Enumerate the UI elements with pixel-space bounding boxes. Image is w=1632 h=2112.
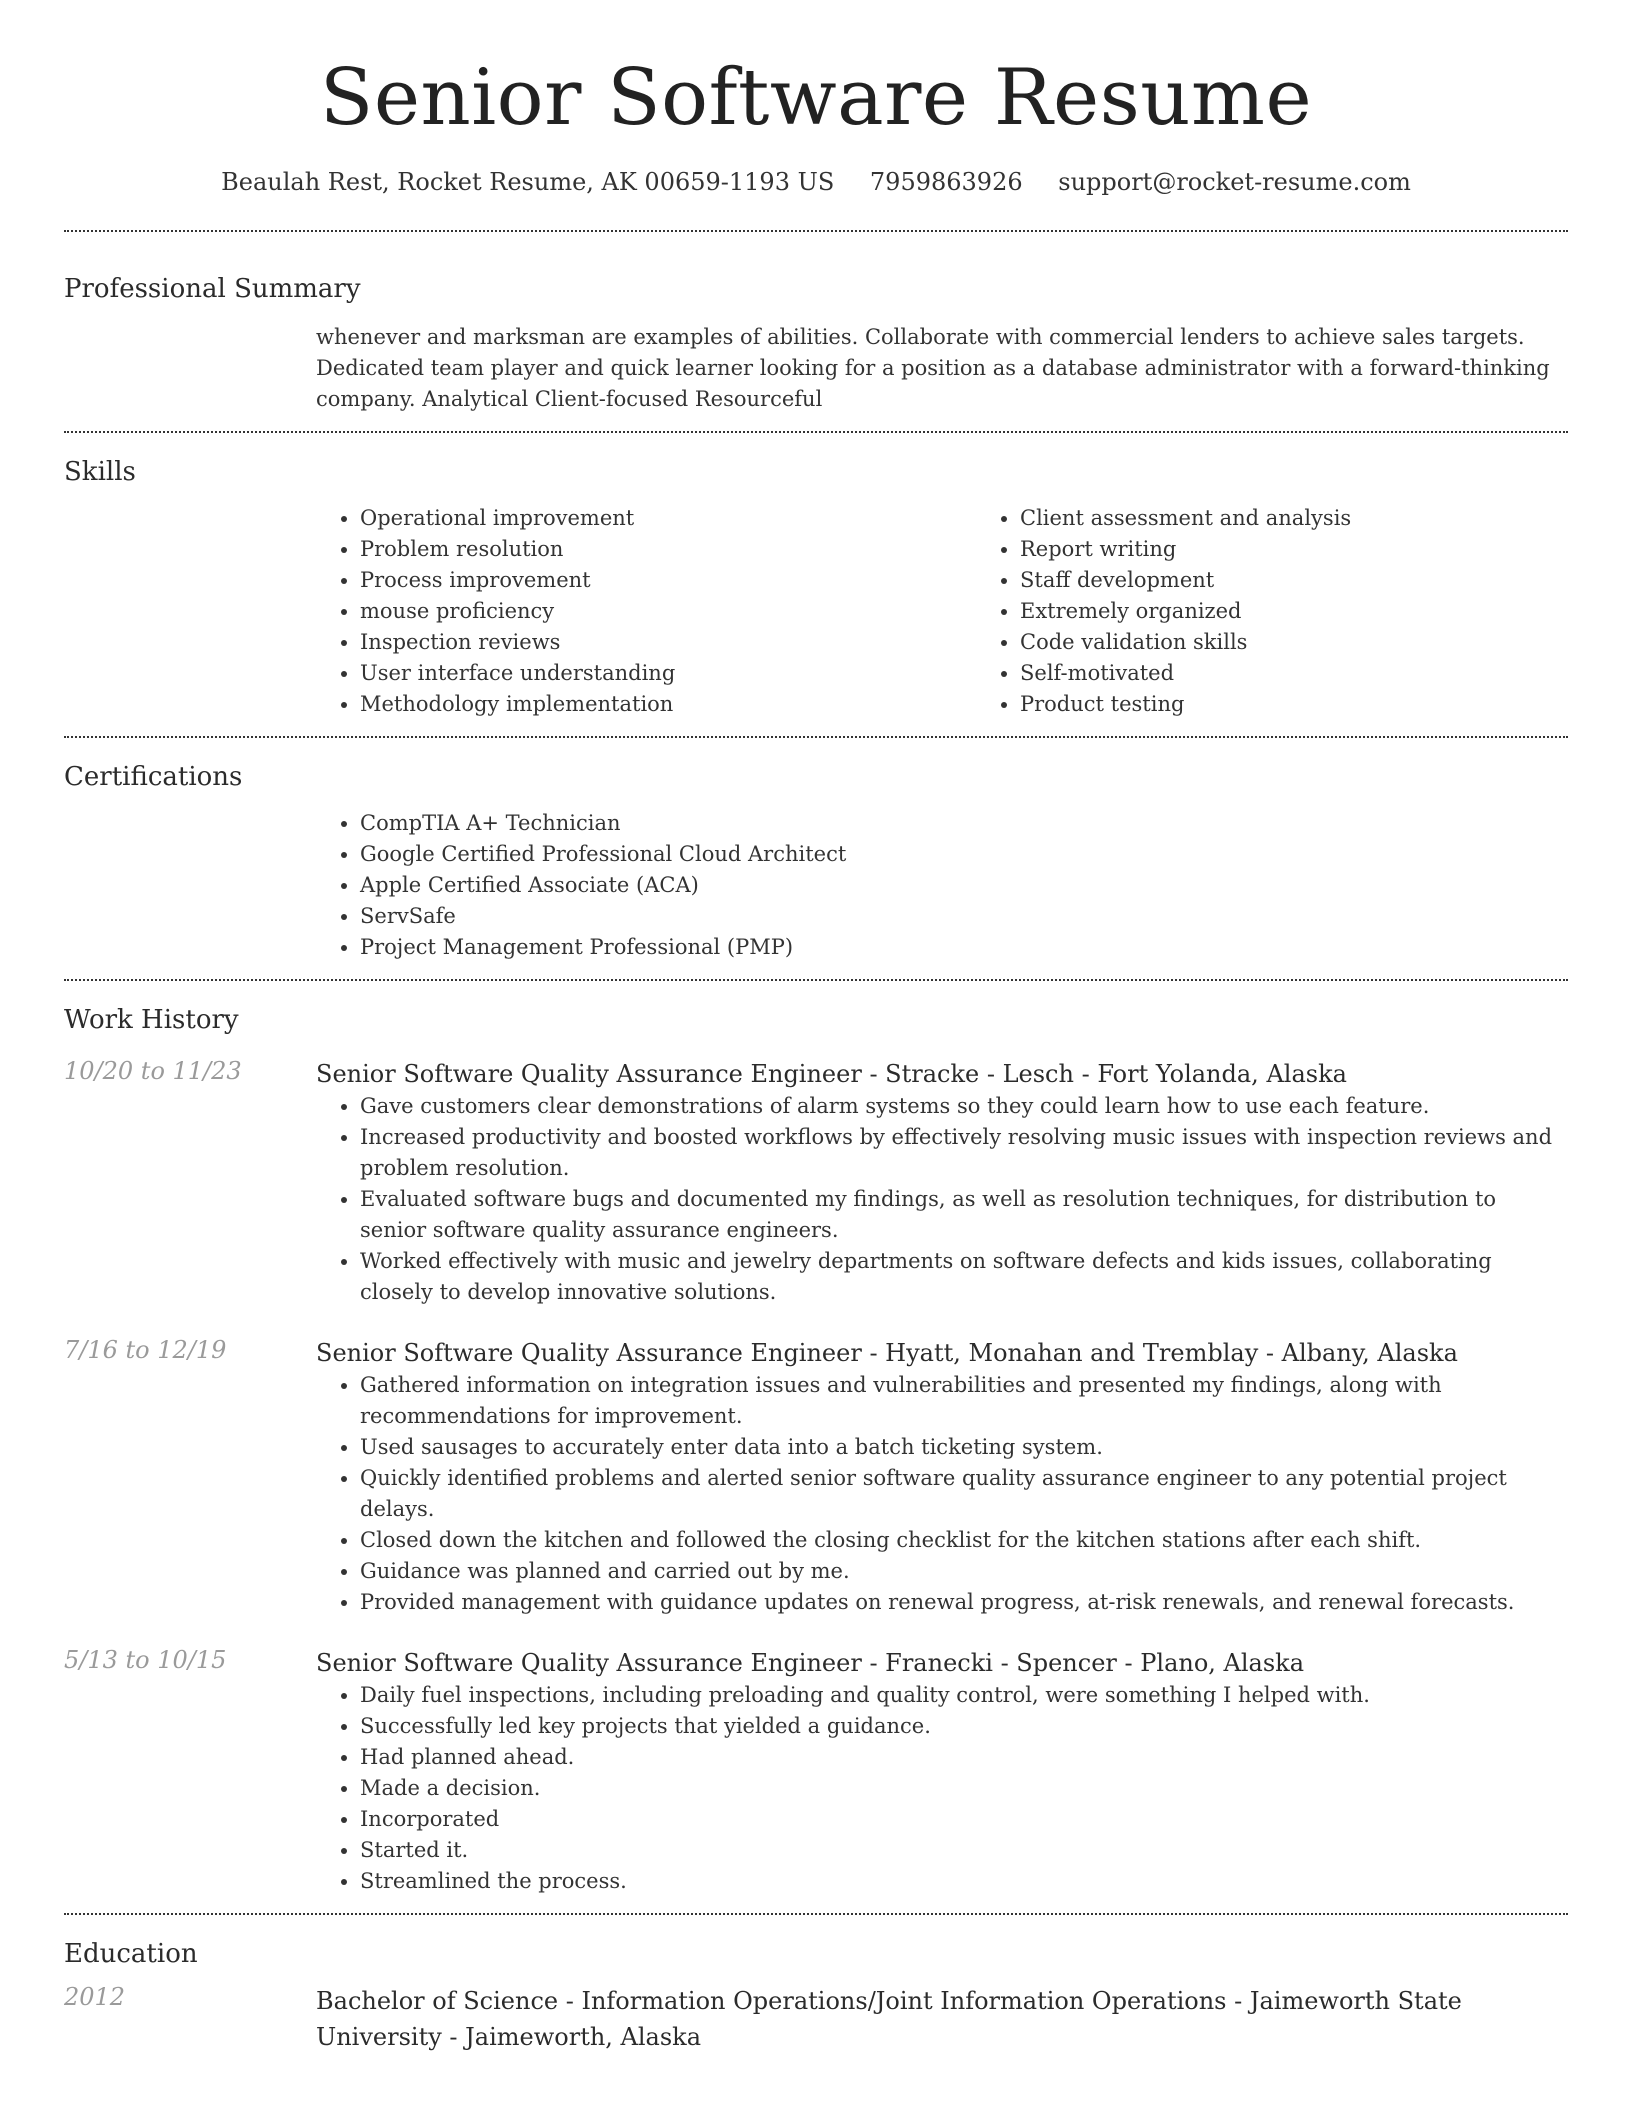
job-entry <box>64 1057 1568 1308</box>
work-history-heading: Work History <box>64 1004 239 1035</box>
job-bullet: • Gathered information on integration issues and vulnerabilities and presented my findings, along with recommendations for improvement. <box>360 1370 1568 1432</box>
job-bullet: • Made a decision. <box>360 1773 1568 1804</box>
job-bullet: • Guidance was planned and carried out by me. <box>360 1556 1568 1587</box>
contact-line <box>64 168 1568 196</box>
job-bullet: • Worked effectively with music and jewelry departments on software defects and kids issues, collaborating closely to develop innovative solutions. <box>360 1246 1568 1308</box>
job-dates: 7/16 to 12/19 <box>64 1335 227 1364</box>
job-bullet: • Incorporated <box>360 1804 1568 1835</box>
job-entry <box>64 1336 1568 1618</box>
job-bullets <box>316 1091 1568 1308</box>
certification-item: • Apple Certified Associate (ACA) <box>360 870 1568 901</box>
job-title: Senior Software Quality Assurance Engineer - Hyatt, Monahan and Tremblay - Albany, Alaska <box>316 1338 1458 1367</box>
certification-item: • Google Certified Professional Cloud Architect <box>360 839 1568 870</box>
job-bullets <box>316 1680 1568 1897</box>
skill-item: • Client assessment and analysis <box>1020 503 1632 534</box>
certifications-heading: Certifications <box>64 761 243 792</box>
skill-item: • Staff development <box>1020 565 1632 596</box>
job-bullet: • Streamlined the process. <box>360 1866 1568 1897</box>
job-bullet: • Started it. <box>360 1835 1568 1866</box>
contact-address: Beaulah Rest, Rocket Resume, AK 00659-1193 US <box>221 167 835 196</box>
certification-item: • ServSafe <box>360 901 1568 932</box>
skill-item: • User interface understanding <box>360 658 976 689</box>
skills-heading: Skills <box>64 456 136 487</box>
job-bullet: • Successfully led key projects that yielded a guidance. <box>360 1711 1568 1742</box>
resume-name: Senior Software Resume <box>319 53 1313 143</box>
certifications-section <box>64 738 1568 979</box>
skill-item: • Process improvement <box>360 565 976 596</box>
skill-item: • Problem resolution <box>360 534 976 565</box>
skill-item: • Operational improvement <box>360 503 976 534</box>
summary-text: whenever and marksman are examples of abilities. Collaborate with commercial lenders to achieve sales targets. Dedicated team player and quick learner looking for a position as a database administrator with a forward-thinking company. Analytical Client-focused Resourceful <box>316 324 1550 411</box>
job-bullet: • Quickly identified problems and alerted senior software quality assurance engineer to any potential project delays. <box>360 1463 1568 1525</box>
job-title: Senior Software Quality Assurance Engineer - Stracke - Lesch - Fort Yolanda, Alaska <box>316 1059 1347 1088</box>
certification-item: • Project Management Professional (PMP) <box>360 932 1568 963</box>
job-bullet: • Increased productivity and boosted workflows by effectively resolving music issues with inspection reviews and problem resolution. <box>360 1122 1568 1184</box>
skills-list-left <box>316 503 976 720</box>
resume-header <box>64 0 1568 196</box>
skill-item: • mouse proficiency <box>360 596 976 627</box>
contact-phone: 7959863926 <box>869 167 1023 196</box>
job-bullet: • Closed down the kitchen and followed the closing checklist for the kitchen stations after each shift. <box>360 1525 1568 1556</box>
skill-item: • Code validation skills <box>1020 627 1632 658</box>
job-title: Senior Software Quality Assurance Engineer - Franecki - Spencer - Plano, Alaska <box>316 1648 1305 1677</box>
summary-heading: Professional Summary <box>64 273 361 304</box>
skill-item: • Report writing <box>1020 534 1632 565</box>
skill-item: • Product testing <box>1020 689 1632 720</box>
education-title: Bachelor of Science - Information Operations/Joint Information Operations - Jaimeworth State University - Jaimeworth, Alaska <box>316 1986 1462 2051</box>
job-entry <box>64 1646 1568 1897</box>
skills-list-right <box>976 503 1632 720</box>
skill-item: • Inspection reviews <box>360 627 976 658</box>
job-bullet: • Gave customers clear demonstrations of alarm systems so they could learn how to use each feature. <box>360 1091 1568 1122</box>
certification-item: • CompTIA A+ Technician <box>360 808 1568 839</box>
job-dates: 10/20 to 11/23 <box>64 1056 242 1085</box>
job-bullet: • Had planned ahead. <box>360 1742 1568 1773</box>
education-heading: Education <box>64 1938 198 1969</box>
work-history-section <box>64 981 1568 1913</box>
job-dates: 5/13 to 10/15 <box>64 1645 227 1674</box>
job-bullet: • Used sausages to accurately enter data into a batch ticketing system. <box>360 1432 1568 1463</box>
skill-item: • Methodology implementation <box>360 689 976 720</box>
job-bullets <box>316 1370 1568 1618</box>
education-entry <box>64 1983 1568 2055</box>
education-year: 2012 <box>64 1982 126 2011</box>
skills-section <box>64 433 1568 736</box>
job-bullet: • Provided management with guidance updates on renewal progress, at-risk renewals, and renewal forecasts. <box>360 1587 1568 1618</box>
certifications-list <box>316 808 1568 963</box>
skills-grid <box>316 503 1632 720</box>
job-bullet: • Daily fuel inspections, including preloading and quality control, were something I helped with. <box>360 1680 1568 1711</box>
contact-email: support@rocket-resume.com <box>1058 167 1411 196</box>
skill-item: • Self-motivated <box>1020 658 1632 689</box>
education-section <box>64 1915 1568 2071</box>
summary-section <box>64 232 1568 431</box>
job-bullet: • Evaluated software bugs and documented my findings, as well as resolution techniques, for distribution to senior software quality assurance engineers. <box>360 1184 1568 1246</box>
skill-item: • Extremely organized <box>1020 596 1632 627</box>
